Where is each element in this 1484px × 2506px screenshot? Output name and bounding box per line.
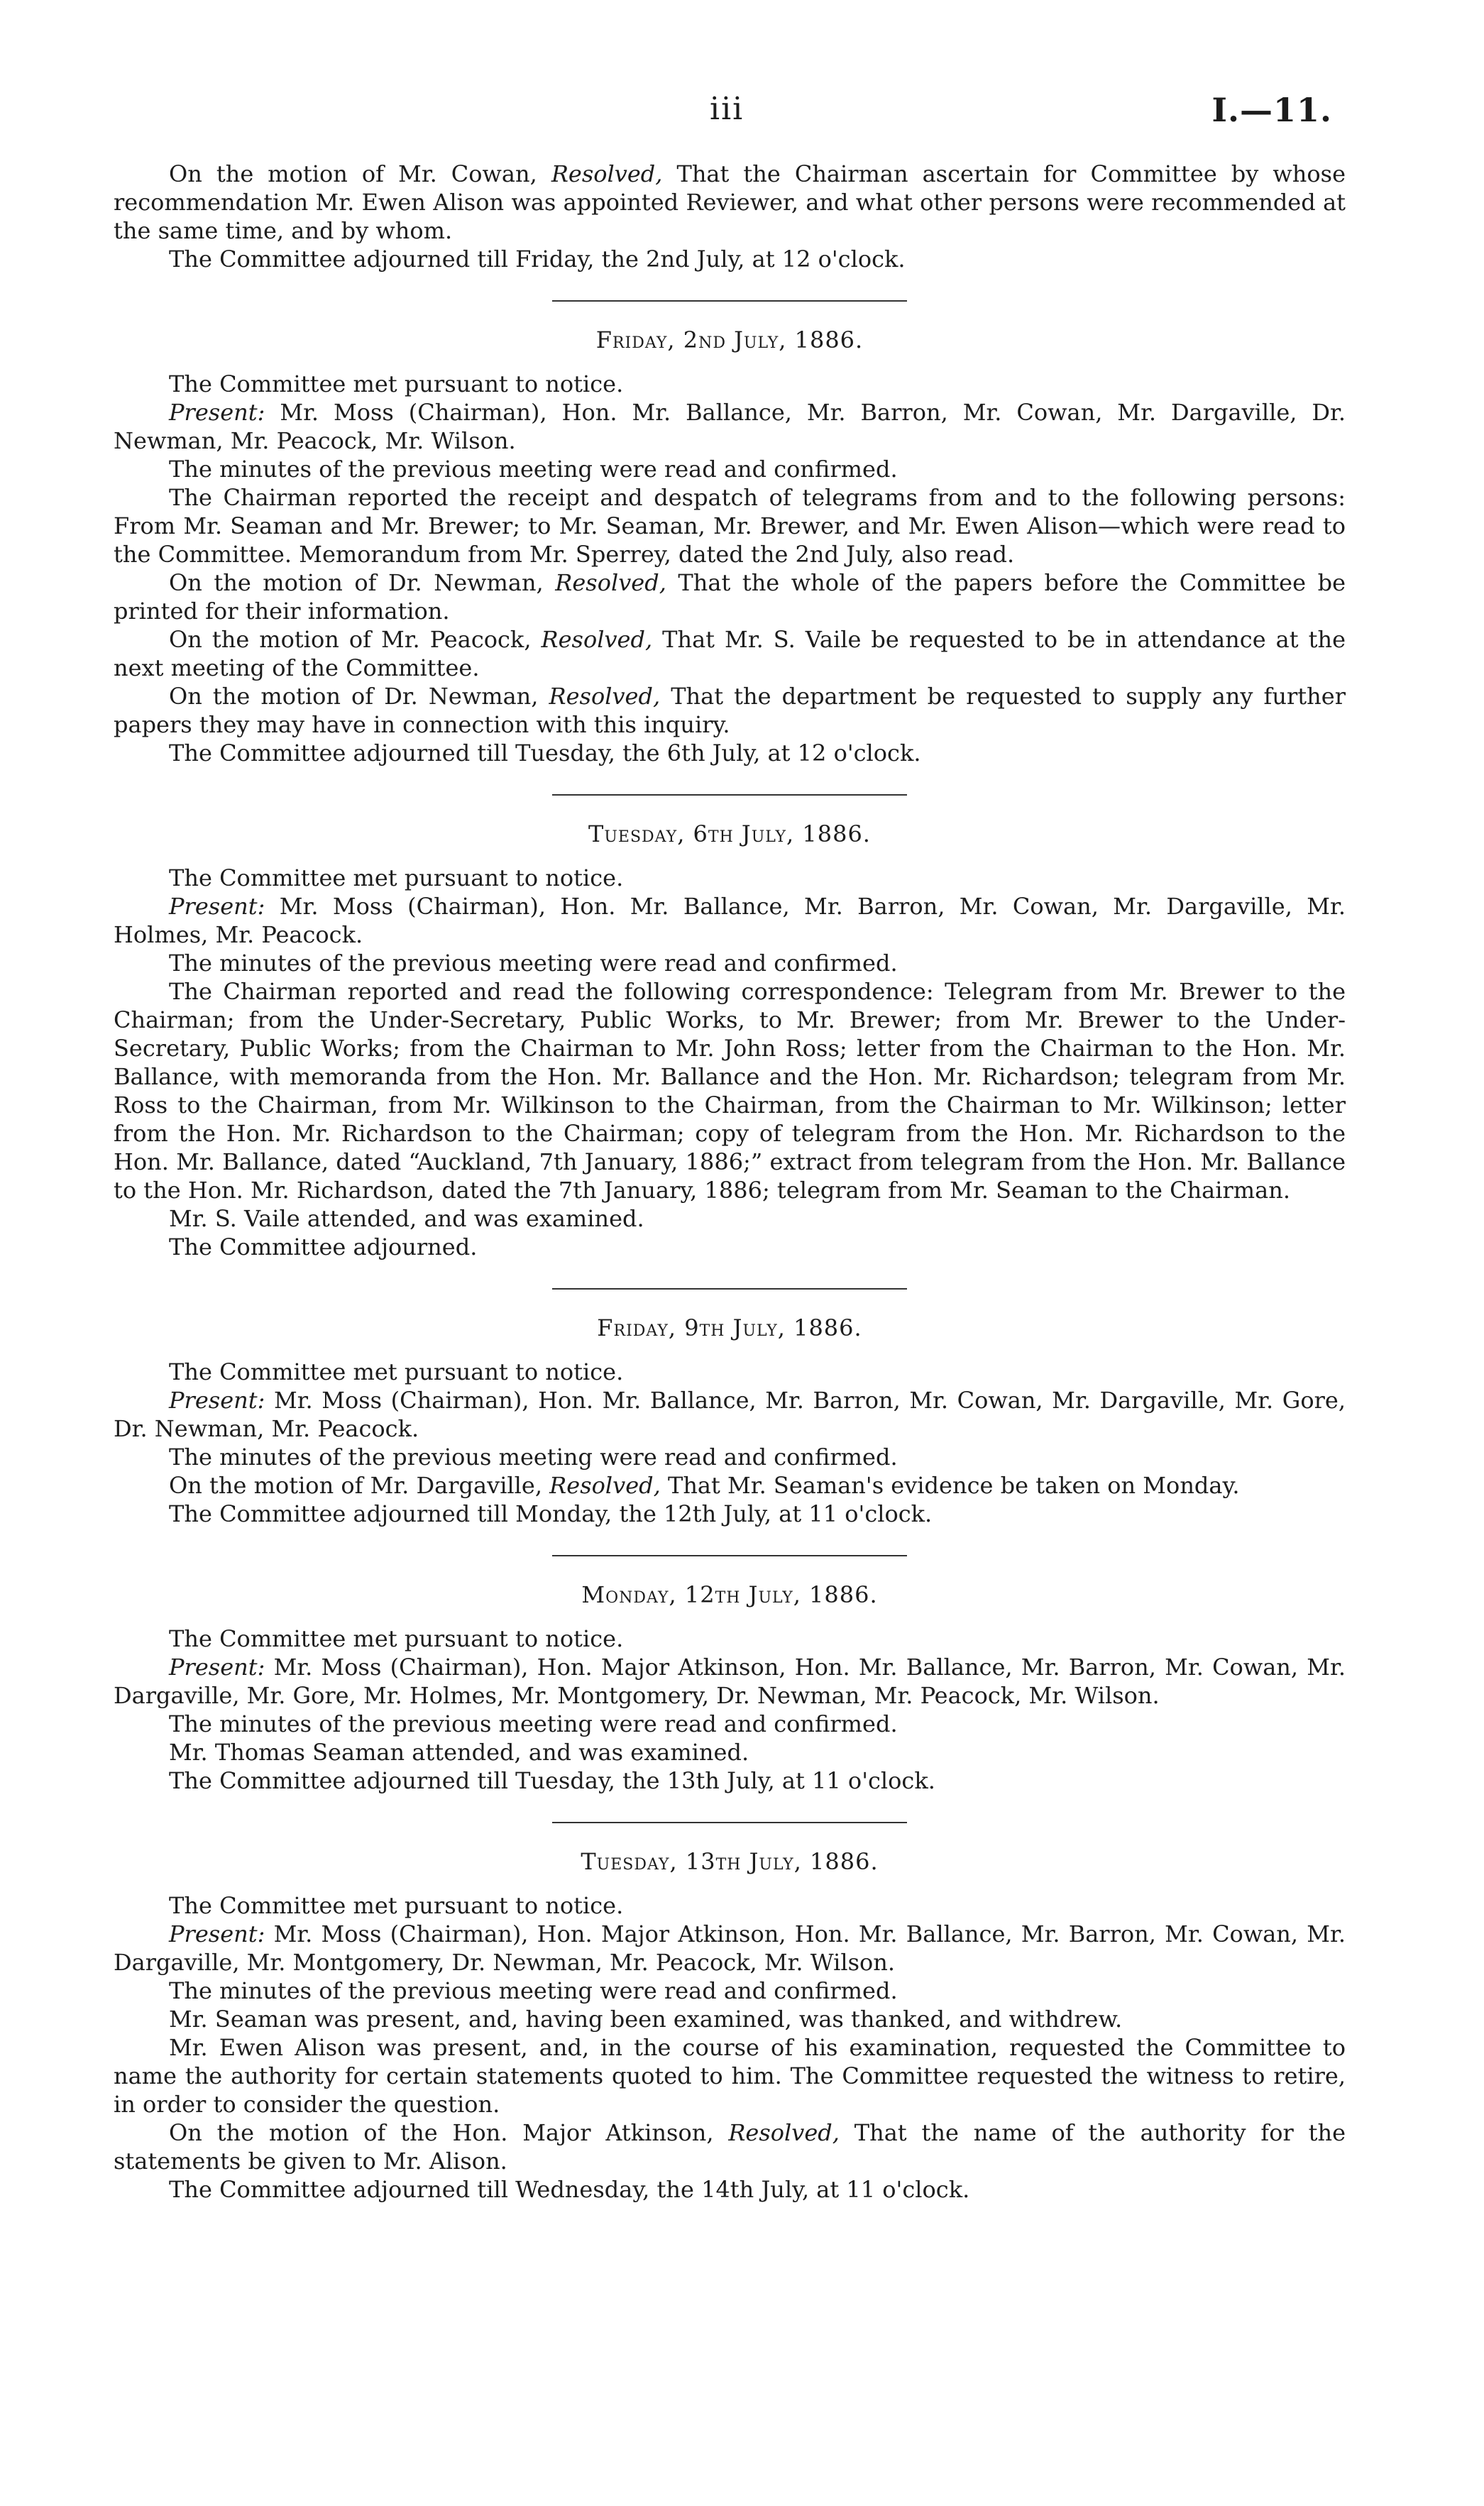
minutes-paragraph: The Committee adjourned till Wednesday, the 14th July, at 11 o'clock. <box>169 2176 970 2203</box>
minutes-paragraph <box>114 625 1346 682</box>
meeting-section <box>114 300 1346 767</box>
minutes-paragraph <box>114 1920 1346 1977</box>
italic-keyword: Present: <box>169 1920 265 1947</box>
minutes-paragraph: The minutes of the previous meeting were read and confirmed. <box>169 1977 898 2004</box>
meeting-date-heading: Friday, 9th July, 1886. <box>597 1314 862 1341</box>
minutes-paragraph <box>114 1471 1346 1500</box>
minutes-paragraph: The minutes of the previous meeting were read and confirmed. <box>169 950 898 977</box>
meeting-date-heading: Friday, 2nd July, 1886. <box>595 326 864 353</box>
minutes-paragraph: The Committee adjourned till Monday, the 12th July, at 11 o'clock. <box>169 1500 933 1527</box>
section-divider <box>552 300 907 302</box>
minutes-paragraph <box>114 1386 1346 1443</box>
minutes-paragraph: Mr. Thomas Seaman attended, and was examined. <box>169 1739 749 1766</box>
minutes-paragraph: The Committee met pursuant to notice. <box>169 1892 624 1919</box>
italic-keyword: Present: <box>169 1387 265 1414</box>
minutes-paragraph <box>114 1653 1346 1710</box>
paragraph-lead-text: On the motion of the Hon. Major Atkinson, <box>169 2119 729 2146</box>
minutes-paragraph: The Committee met pursuant to notice. <box>169 864 624 891</box>
minutes-paragraph <box>114 682 1346 739</box>
paragraph-body-text: Mr. Moss (Chairman), Hon. Major Atkinson, Hon. Mr. Ballance, Mr. Barron, Mr. Cowan, Mr. Dargaville, Mr. Gore, Mr. Holmes, Mr. Montgomery, Dr. Newman, Mr. Peacock, Mr. Wilson. <box>114 1654 1346 1709</box>
paragraph-lead-text: On the motion of Mr. Cowan, <box>169 160 551 187</box>
meeting-section <box>114 1288 1346 1528</box>
minutes-paragraph: Mr. S. Vaile attended, and was examined. <box>169 1205 644 1232</box>
section-divider <box>552 1822 907 1823</box>
italic-keyword: Present: <box>169 893 265 920</box>
meeting-section <box>114 794 1346 1261</box>
page-number: iii <box>710 91 744 127</box>
minutes-paragraph: The Committee adjourned till Friday, the 2nd July, at 12 o'clock. <box>169 246 906 273</box>
minutes-paragraph <box>114 2118 1346 2175</box>
minutes-paragraph: The minutes of the previous meeting were read and confirmed. <box>169 1710 898 1737</box>
meeting-date-heading: Tuesday, 13th July, 1886. <box>581 1848 879 1875</box>
minutes-paragraph: The Committee met pursuant to notice. <box>169 1625 624 1652</box>
minutes-paragraph: The minutes of the previous meeting were read and confirmed. <box>169 456 898 483</box>
minutes-paragraph: The Committee adjourned. <box>169 1233 478 1260</box>
italic-keyword: Resolved, <box>549 1472 661 1499</box>
minutes-body <box>114 160 1346 2204</box>
meeting-date-heading: Tuesday, 6th July, 1886. <box>588 820 871 847</box>
section-divider <box>552 1555 907 1556</box>
paragraph-lead-text: On the motion of Dr. Newman, <box>169 683 549 710</box>
minutes-paragraph: The Chairman reported and read the following correspondence: Telegram from Mr. Brewer to the Chairman; from the Under-Secretary, Public Works, to Mr. Brewer; from Mr. Brewer to the Under-Secretary, Public Works; from the Chairman to Mr. John Ross; letter from the Chairman to the Hon. Mr. Ballance, with memoranda from the Hon. Mr. Ballance and the Hon. Mr. Richardson; telegram from Mr. Ross to the Chairman, from Mr. Wilkinson to the Chairman, from the Chairman to Mr. Wilkinson; letter from the Hon. Mr. Richardson to the Chairman; copy of telegram from the Hon. Mr. Richardson to the Hon. Mr. Ballance, dated “Auckland, 7th January, 1886;” extract from telegram from the Hon. Mr. Ballance to the Hon. Mr. Richardson, dated the 7th January, 1886; telegram from Mr. Seaman to the Chairman. <box>114 978 1346 1204</box>
paragraph-body-text: That Mr. Seaman's evidence be taken on Monday. <box>660 1472 1240 1499</box>
minutes-paragraph: The Committee met pursuant to notice. <box>169 370 624 397</box>
document-reference: I.—11. <box>1211 91 1332 129</box>
paragraph-body-text: Mr. Moss (Chairman), Hon. Major Atkinson, Hon. Mr. Ballance, Mr. Barron, Mr. Cowan, Mr. Dargaville, Mr. Montgomery, Dr. Newman, Mr. Peacock, Mr. Wilson. <box>114 1920 1346 1976</box>
italic-keyword: Resolved, <box>551 160 663 187</box>
italic-keyword: Resolved, <box>555 569 666 596</box>
paragraph-body-text: Mr. Moss (Chairman), Hon. Mr. Ballance, Mr. Barron, Mr. Cowan, Mr. Dargaville, Mr. Gore, Dr. Newman, Mr. Peacock. <box>114 1387 1346 1442</box>
minutes-paragraph <box>114 892 1346 949</box>
paragraph-body-text: Mr. Moss (Chairman), Hon. Mr. Ballance, Mr. Barron, Mr. Cowan, Mr. Dargaville, Dr. Newman, Mr. Peacock, Mr. Wilson. <box>114 399 1346 454</box>
minutes-paragraph: The Committee adjourned till Tuesday, the 13th July, at 11 o'clock. <box>169 1767 935 1794</box>
section-divider <box>552 1288 907 1290</box>
meeting-section <box>114 1555 1346 1795</box>
italic-keyword: Present: <box>169 1654 265 1681</box>
paragraph-body-text: That the department be requested to supply any further papers they may have in connection with this inquiry. <box>114 683 1346 738</box>
minutes-paragraph <box>114 160 1346 245</box>
minutes-paragraph <box>114 568 1346 625</box>
paragraph-body-text: That the Chairman ascertain for Committee by whose recommendation Mr. Ewen Alison was appointed Reviewer, and what other persons were recommended at the same time, and by whom. <box>114 160 1346 244</box>
intro-block <box>114 160 1346 273</box>
italic-keyword: Resolved, <box>549 683 661 710</box>
paragraph-body-text: That the whole of the papers before the Committee be printed for their information. <box>114 569 1346 625</box>
minutes-paragraph: The Committee adjourned till Tuesday, the 6th July, at 12 o'clock. <box>169 740 921 766</box>
italic-keyword: Present: <box>169 399 265 426</box>
italic-keyword: Resolved, <box>541 626 653 653</box>
paragraph-lead-text: On the motion of Mr. Dargaville, <box>169 1472 550 1499</box>
minutes-paragraph: Mr. Ewen Alison was present, and, in the course of his examination, requested the Committee to name the authority for certain statements quoted to him. The Committee requested the witness to retire, in order to consider the question. <box>114 2034 1346 2118</box>
minutes-paragraph <box>114 398 1346 455</box>
italic-keyword: Resolved, <box>728 2119 840 2146</box>
meeting-section <box>114 1822 1346 2204</box>
meeting-sections <box>114 300 1346 2204</box>
paragraph-body-text: That the name of the authority for the statements be given to Mr. Alison. <box>114 2119 1346 2175</box>
paragraph-body-text: That Mr. S. Vaile be requested to be in attendance at the next meeting of the Committee. <box>114 626 1346 681</box>
minutes-paragraph: The Chairman reported the receipt and despatch of telegrams from and to the following persons: From Mr. Seaman and Mr. Brewer; to Mr. Seaman, Mr. Brewer, and Mr. Ewen Alison—which were read to the Committee. Memorandum from Mr. Sperrey, dated the 2nd July, also read. <box>114 484 1346 568</box>
minutes-paragraph: The Committee met pursuant to notice. <box>169 1358 624 1385</box>
section-divider <box>552 794 907 796</box>
minutes-paragraph: Mr. Seaman was present, and, having been examined, was thanked, and withdrew. <box>169 2006 1123 2033</box>
paragraph-lead-text: On the motion of Mr. Peacock, <box>169 626 542 653</box>
paragraph-body-text: Mr. Moss (Chairman), Hon. Mr. Ballance, Mr. Barron, Mr. Cowan, Mr. Dargaville, Mr. Holmes, Mr. Peacock. <box>114 893 1346 948</box>
paragraph-lead-text: On the motion of Dr. Newman, <box>169 569 556 596</box>
meeting-date-heading: Monday, 12th July, 1886. <box>581 1581 878 1608</box>
minutes-paragraph: The minutes of the previous meeting were read and confirmed. <box>169 1444 898 1471</box>
